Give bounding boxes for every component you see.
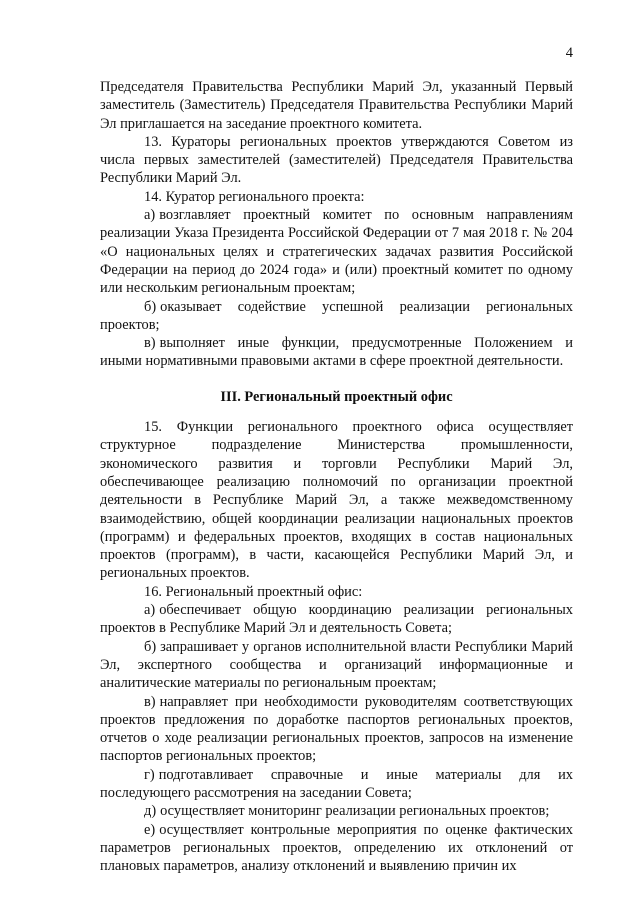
section-before bbox=[100, 78, 573, 371]
section-heading: III. Региональный проектный офис bbox=[220, 388, 453, 405]
paragraph: Председателя Правительства Республики Марий Эл, указанный Первый заместитель (Заместитель) Председателя Правительства Республики Марий Эл приглашается на заседание проектного комитета. bbox=[100, 79, 573, 132]
list-item-text: обеспечивает общую координацию реализации региональных проектов в Республике Марий Эл и деятельность Совета; bbox=[100, 602, 573, 637]
list-item bbox=[100, 601, 573, 638]
list-item bbox=[100, 766, 573, 803]
paragraph: 15. Функции регионального проектного офиса осуществляет структурное подразделение Министерства промышленности, экономического развития и торговли Республики Марий Эл, обеспечивающее реализацию полномочий по организации проектной деятельности в Республике Марий Эл, а также межведомственному взаимодействию, общей координации реализации национальных проектов (программ) и федеральных проектов, входящих в состав национальных проектов (программ), в части, касающейся Республики Марий Эл, и региональных проектов. bbox=[100, 419, 573, 582]
list-item bbox=[100, 638, 573, 693]
list-item-text: направляет при необходимости руководителям соответствующих проектов предложения по доработке паспортов региональных проектов, отчетов о ходе реализации региональных проектов, запросов на изменение паспортов региональных проектов; bbox=[100, 693, 573, 765]
paragraph: 14. Куратор регионального проекта: bbox=[144, 188, 365, 205]
list-item bbox=[100, 821, 573, 876]
list-item bbox=[100, 334, 573, 371]
page-number: 4 bbox=[565, 45, 573, 61]
list-marker: д) bbox=[144, 803, 157, 820]
list-marker: в) bbox=[144, 693, 156, 710]
list-marker: г) bbox=[144, 766, 155, 783]
list-item-text: осуществляет мониторинг реализации региональных проектов; bbox=[160, 803, 550, 820]
list-item bbox=[100, 802, 573, 820]
list-marker: б) bbox=[144, 298, 157, 315]
list-item-text: осуществляет контрольные мероприятия по оценке фактических параметров региональных проектов, определению их отклонений от плановых параметров, анализу отклонений и выявлению причин их bbox=[100, 821, 573, 875]
paragraph: 16. Региональный проектный офис: bbox=[144, 583, 363, 600]
document-body bbox=[100, 78, 573, 875]
list-item-text: запрашивает у органов исполнительной власти Республики Марий Эл, экспертного сообщества и организаций информационные и аналитические материалы по региональным проектам; bbox=[100, 638, 573, 692]
list-marker: б) bbox=[144, 638, 157, 655]
list-item bbox=[100, 693, 573, 766]
paragraph: 13. Кураторы региональных проектов утверждаются Советом из числа первых заместителей (заместителей) Председателя Правительства Республики Марий Эл. bbox=[100, 133, 573, 187]
list-item-text: подготавливает справочные и иные материалы для их последующего рассмотрения на заседании Совета; bbox=[100, 766, 573, 801]
list-item-text: возглавляет проектный комитет по основным направлениям реализации Указа Президента Российской Федерации от 7 мая 2018 г. № 204 «О национальных целях и стратегических задачах развития Российской Федерации на период до 2024 года» и (или) проектный комитет по одному или нескольким региональным проектам; bbox=[100, 207, 573, 297]
list-marker: в) bbox=[144, 335, 156, 352]
list-marker: а) bbox=[144, 602, 156, 619]
list-item bbox=[100, 298, 573, 335]
list-marker: а) bbox=[144, 207, 156, 224]
list-item-text: оказывает содействие успешной реализации региональных проектов; bbox=[100, 298, 573, 333]
list-marker: е) bbox=[144, 821, 156, 838]
list-item bbox=[100, 206, 573, 297]
list-item-text: выполняет иные функции, предусмотренные Положением и иными нормативными правовыми актами в сфере проектной деятельности. bbox=[100, 335, 573, 370]
section-after bbox=[100, 418, 573, 875]
